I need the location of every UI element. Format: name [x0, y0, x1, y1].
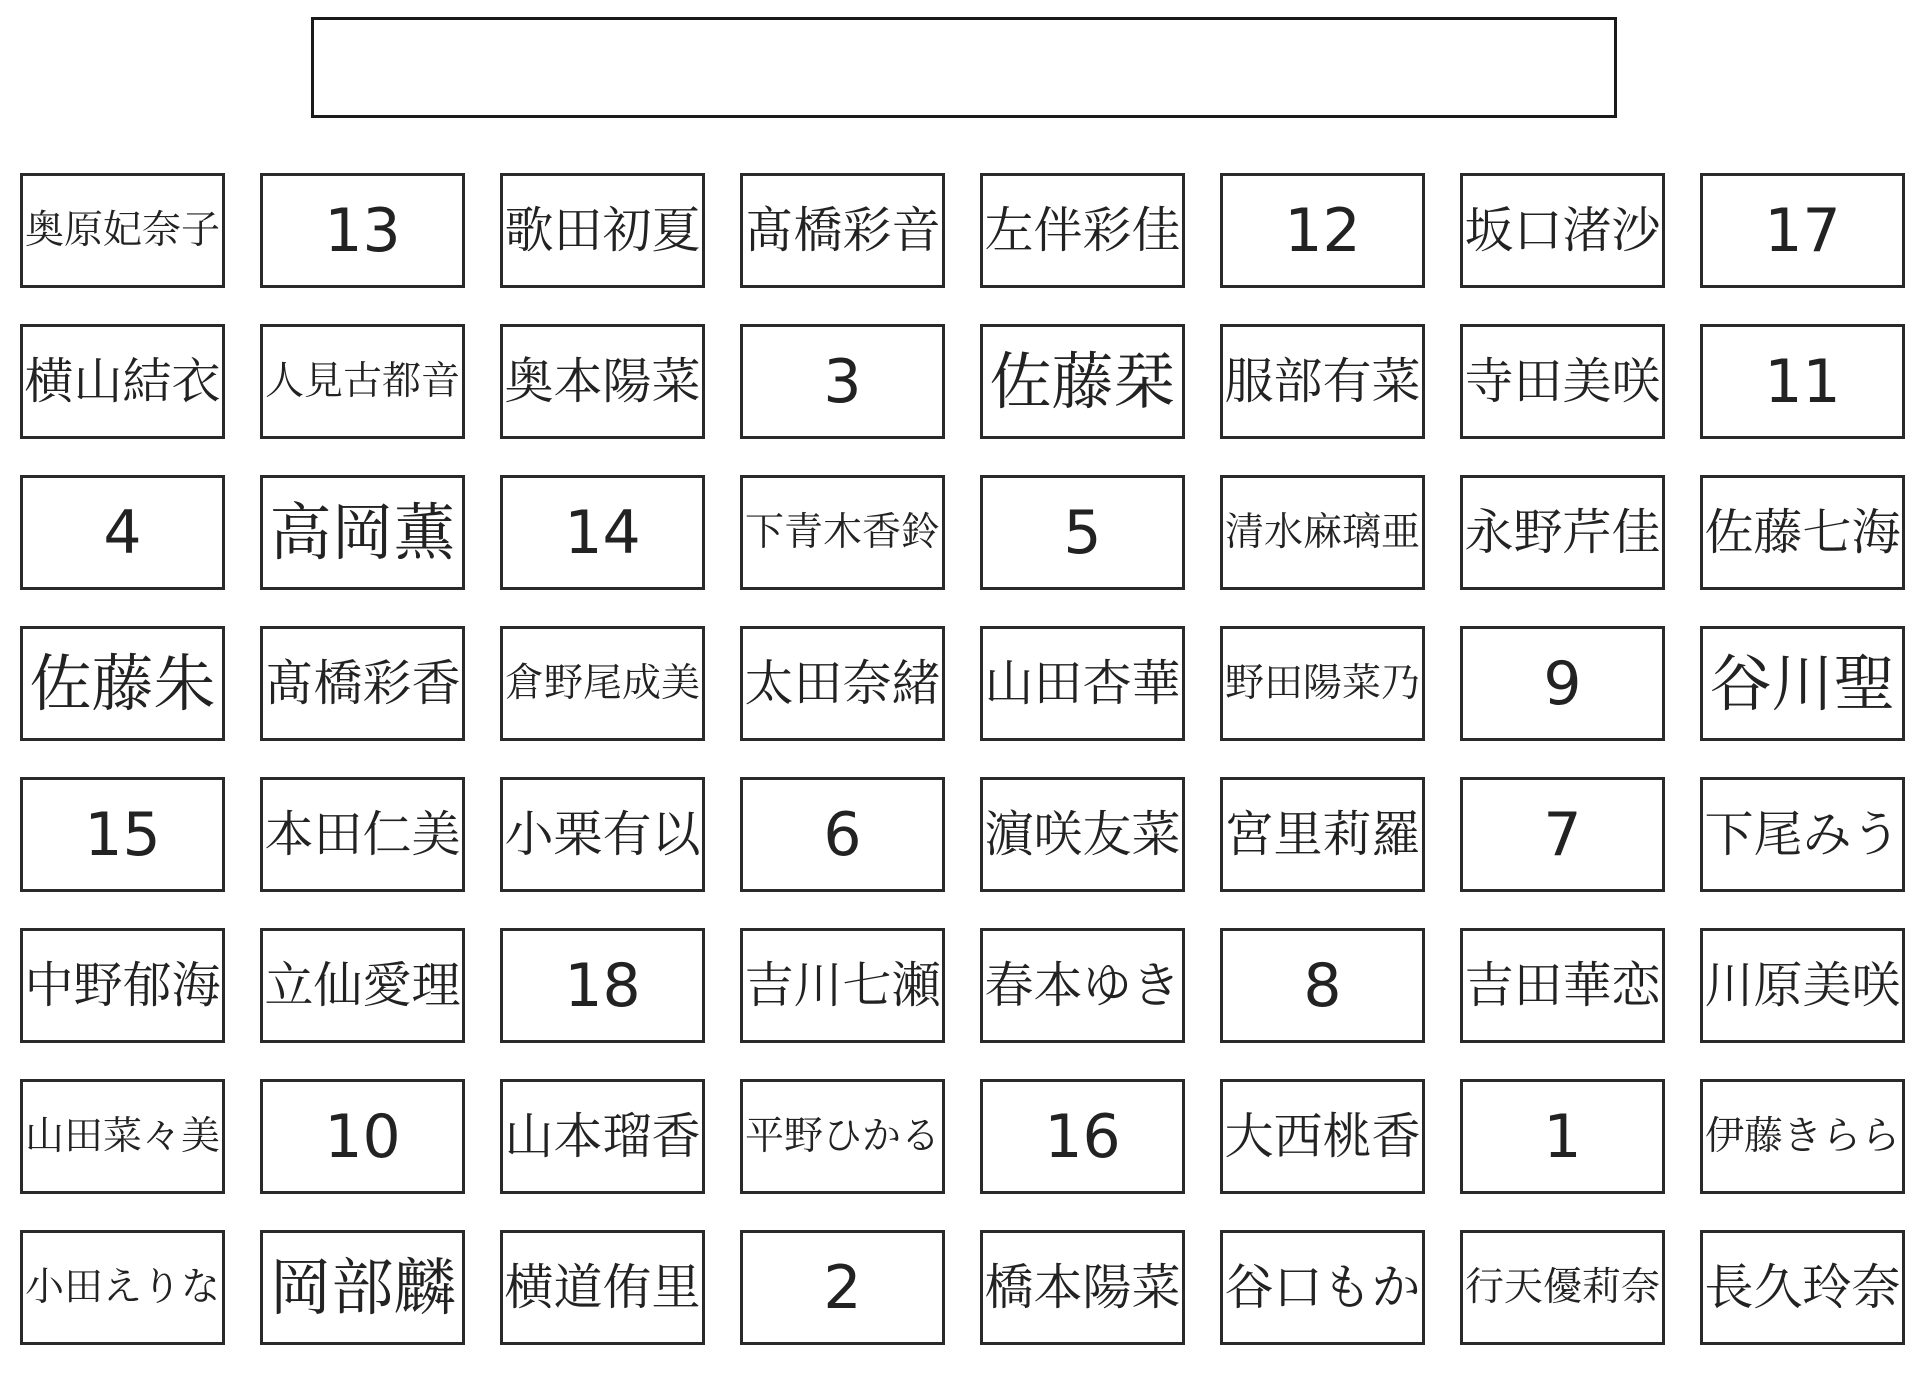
name-cell: 髙橋彩香: [260, 626, 465, 741]
name-cell: 小田えりな: [20, 1230, 225, 1345]
name-cell: 吉川七瀬: [740, 928, 945, 1043]
name-cell: 長久玲奈: [1700, 1230, 1905, 1345]
name-cell: 立仙愛理: [260, 928, 465, 1043]
name-cell: 春本ゆき: [980, 928, 1185, 1043]
name-cell: 橋本陽菜: [980, 1230, 1185, 1345]
number-cell: 9: [1460, 626, 1665, 741]
number-cell: 13: [260, 173, 465, 288]
name-cell: 濵咲友菜: [980, 777, 1185, 892]
name-cell: 倉野尾成美: [500, 626, 705, 741]
name-cell: 中野郁海: [20, 928, 225, 1043]
name-cell: 髙橋彩音: [740, 173, 945, 288]
number-cell: 17: [1700, 173, 1905, 288]
name-cell: 谷川聖: [1700, 626, 1905, 741]
name-cell: 坂口渚沙: [1460, 173, 1665, 288]
number-cell: 12: [1220, 173, 1425, 288]
seating-grid: [20, 173, 1905, 1345]
number-cell: 3: [740, 324, 945, 439]
name-cell: 太田奈緒: [740, 626, 945, 741]
name-cell: 下尾みう: [1700, 777, 1905, 892]
name-cell: 佐藤栞: [980, 324, 1185, 439]
number-cell: 4: [20, 475, 225, 590]
name-cell: 山本瑠香: [500, 1079, 705, 1194]
name-cell: 野田陽菜乃: [1220, 626, 1425, 741]
number-cell: 18: [500, 928, 705, 1043]
number-cell: 1: [1460, 1079, 1665, 1194]
name-cell: 横山結衣: [20, 324, 225, 439]
name-cell: 谷口もか: [1220, 1230, 1425, 1345]
number-cell: 6: [740, 777, 945, 892]
name-cell: 人見古都音: [260, 324, 465, 439]
name-cell: 下青木香鈴: [740, 475, 945, 590]
name-cell: 左伴彩佳: [980, 173, 1185, 288]
name-cell: 山田杏華: [980, 626, 1185, 741]
name-cell: 伊藤きらら: [1700, 1079, 1905, 1194]
name-cell: 清水麻璃亜: [1220, 475, 1425, 590]
name-cell: 岡部麟: [260, 1230, 465, 1345]
name-cell: 山田菜々美: [20, 1079, 225, 1194]
name-cell: 寺田美咲: [1460, 324, 1665, 439]
name-cell: 奥本陽菜: [500, 324, 705, 439]
name-cell: 佐藤朱: [20, 626, 225, 741]
number-cell: 11: [1700, 324, 1905, 439]
number-cell: 7: [1460, 777, 1665, 892]
name-cell: 行天優莉奈: [1460, 1230, 1665, 1345]
number-cell: 15: [20, 777, 225, 892]
name-cell: 高岡薫: [260, 475, 465, 590]
name-cell: 大西桃香: [1220, 1079, 1425, 1194]
number-cell: 8: [1220, 928, 1425, 1043]
name-cell: 佐藤七海: [1700, 475, 1905, 590]
name-cell: 奥原妃奈子: [20, 173, 225, 288]
name-cell: 永野芹佳: [1460, 475, 1665, 590]
name-cell: 宮里莉羅: [1220, 777, 1425, 892]
number-cell: 2: [740, 1230, 945, 1345]
number-cell: 14: [500, 475, 705, 590]
name-cell: 本田仁美: [260, 777, 465, 892]
number-cell: 10: [260, 1079, 465, 1194]
title-box: [311, 17, 1617, 118]
name-cell: 平野ひかる: [740, 1079, 945, 1194]
name-cell: 川原美咲: [1700, 928, 1905, 1043]
number-cell: 5: [980, 475, 1185, 590]
name-cell: 小栗有以: [500, 777, 705, 892]
name-cell: 歌田初夏: [500, 173, 705, 288]
number-cell: 16: [980, 1079, 1185, 1194]
name-cell: 吉田華恋: [1460, 928, 1665, 1043]
name-cell: 横道侑里: [500, 1230, 705, 1345]
name-cell: 服部有菜: [1220, 324, 1425, 439]
